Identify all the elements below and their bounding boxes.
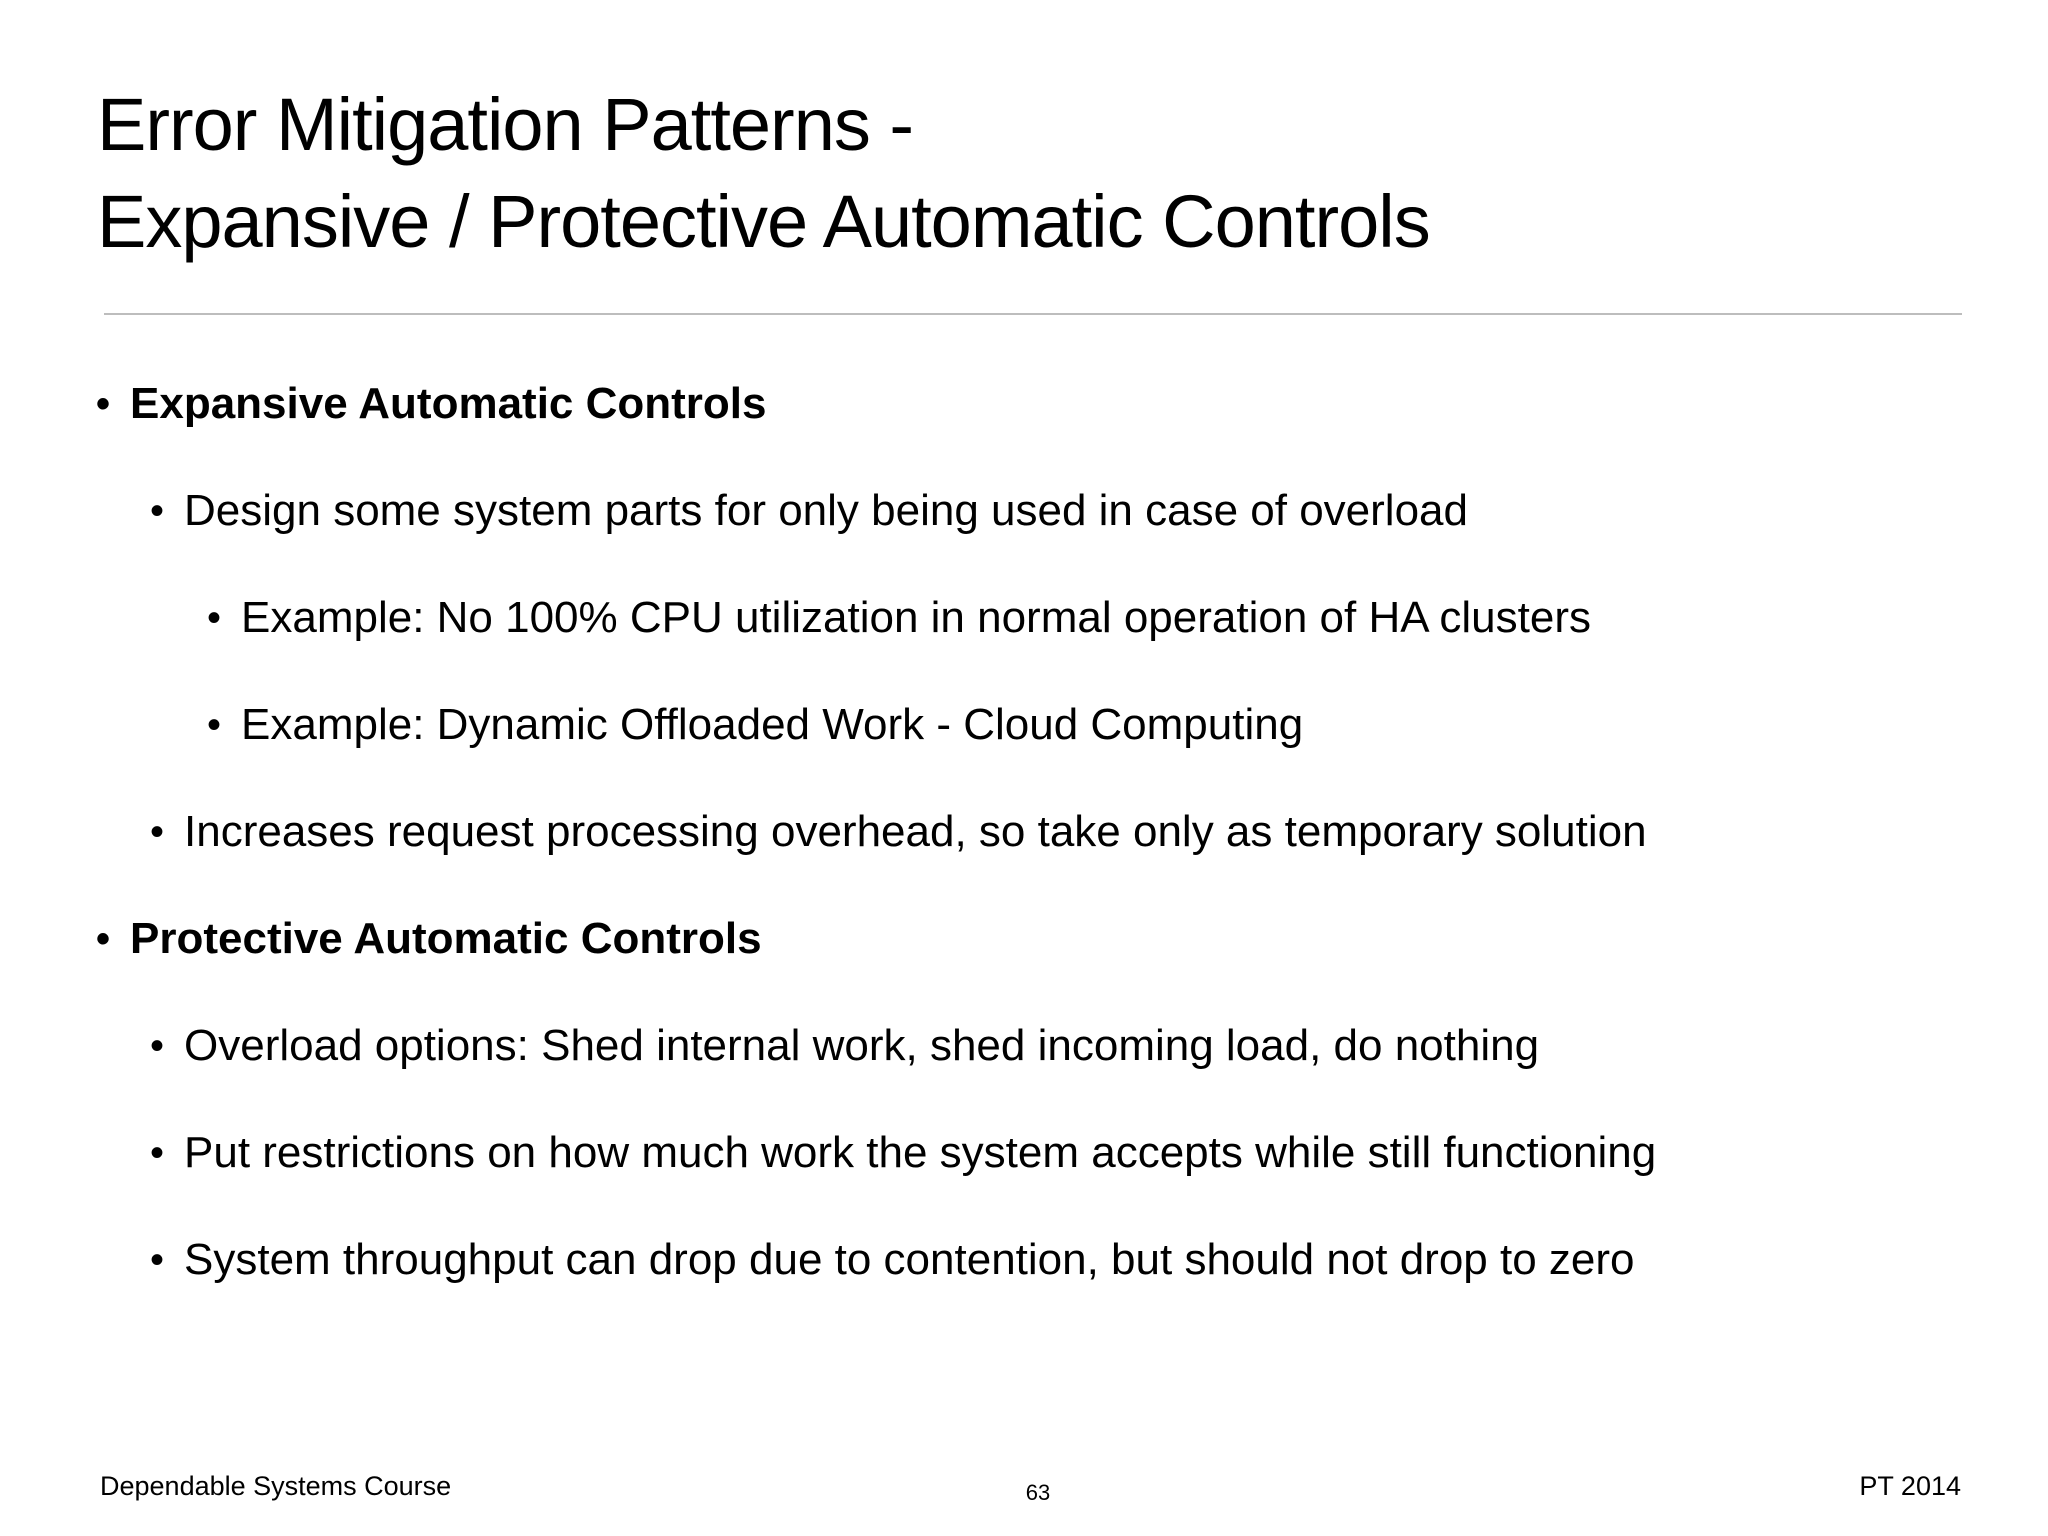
slide-title-line-2: Expansive / Protective Automatic Controls: [97, 180, 1430, 263]
bullet-text: Example: No 100% CPU utilization in normal operation of HA clusters: [241, 593, 1591, 642]
slide-title: [97, 76, 1947, 270]
slide-title-line-1: Error Mitigation Patterns -: [97, 83, 914, 166]
bullet-text: Example: Dynamic Offloaded Work - Cloud Computing: [241, 700, 1304, 749]
bullet-text: Design some system parts for only being used in case of overload: [184, 486, 1468, 535]
bullet-dot: •: [150, 810, 165, 854]
bullet-dot: •: [150, 1238, 165, 1282]
bullet-text: Overload options: Shed internal work, shed incoming load, do nothing: [184, 1021, 1540, 1070]
bullet-item: [150, 483, 1468, 539]
bullet-dot: •: [207, 596, 222, 640]
bullet-item: [150, 1018, 1540, 1074]
bullet-text: Protective Automatic Controls: [130, 914, 762, 963]
title-divider: [104, 313, 1962, 315]
bullet-item: [96, 911, 762, 967]
bullet-dot: •: [207, 703, 222, 747]
bullet-dot: •: [96, 382, 111, 426]
bullet-text: Increases request processing overhead, so take only as temporary solution: [184, 807, 1647, 856]
bullet-dot: •: [96, 917, 111, 961]
bullet-item: [150, 1232, 1635, 1288]
bullet-item: [207, 590, 1591, 646]
bullet-item: [96, 376, 767, 432]
bullet-item: [150, 804, 1647, 860]
bullet-dot: •: [150, 489, 165, 533]
bullet-text: Put restrictions on how much work the system accepts while still functioning: [184, 1128, 1657, 1177]
bullet-text: Expansive Automatic Controls: [130, 379, 767, 428]
bullet-text: System throughput can drop due to contention, but should not drop to zero: [184, 1235, 1635, 1284]
page-number: 63: [1025, 1480, 1051, 1505]
footer-term: PT 2014: [1859, 1471, 1961, 1501]
bullet-dot: •: [150, 1024, 165, 1068]
bullet-item: [207, 697, 1304, 753]
bullet-dot: •: [150, 1131, 165, 1175]
footer-course: Dependable Systems Course: [100, 1471, 452, 1501]
bullet-item: [150, 1125, 1657, 1181]
